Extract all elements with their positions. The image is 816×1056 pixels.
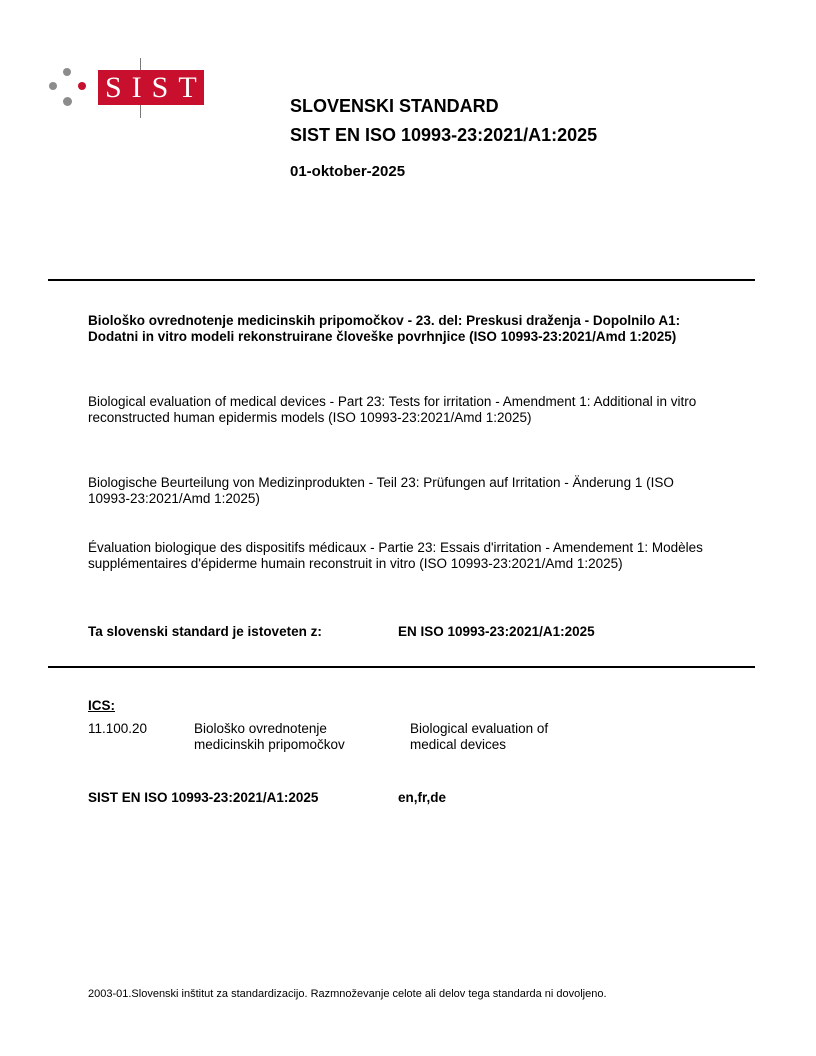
standard-number-bottom: SIST EN ISO 10993-23:2021/A1:2025 (88, 790, 319, 805)
title-english: Biological evaluation of medical devices - Part 23: Tests for irritation - Amendment 1: Additional in vitro reconstructed human epidermis models (ISO 10993-23:2021/Amd 1:2025) (88, 394, 697, 425)
identical-value: EN ISO 10993-23:2021/A1:2025 (398, 624, 595, 639)
logo-text: SIST (98, 70, 204, 105)
top-divider (48, 279, 755, 281)
ics-label: ICS: (88, 698, 115, 713)
title-german: Biologische Beurteilung von Medizinprodukten - Teil 23: Prüfungen auf Irritation - Änderung 1 (ISO 10993-23:2021/Amd 1:2025) (88, 475, 674, 506)
logo-dot-left-icon (49, 82, 57, 90)
standard-type: SLOVENSKI STANDARD (290, 96, 499, 116)
ics-code: 11.100.20 (88, 721, 148, 736)
publication-date: 01-oktober-2025 (290, 163, 406, 180)
logo-dot-right-icon (78, 82, 86, 90)
standard-number: SIST EN ISO 10993-23:2021/A1:2025 (290, 125, 598, 145)
bottom-divider (48, 666, 755, 668)
ics-description-slovenian: Biološko ovrednotenje medicinskih pripomočkov (194, 721, 345, 752)
logo-dot-top-icon (63, 68, 71, 76)
standard-languages: en,fr,de (398, 790, 447, 805)
logo-dot-bottom-icon (63, 97, 72, 106)
identical-label: Ta slovenski standard je istoveten z: (88, 624, 322, 639)
copyright-footer: 2003-01.Slovenski inštitut za standardizacijo. Razmnoževanje celote ali delov tega standarda ni dovoljeno. (88, 988, 607, 1000)
title-french: Évaluation biologique des dispositifs médicaux - Partie 23: Essais d'irritation - Amendement 1: Modèles supplémentaires d'épiderme humain reconstruit in vitro (ISO 10993-23:2021/Amd 1:2025) (88, 540, 703, 571)
title-slovenian: Biološko ovrednotenje medicinskih pripomočkov - 23. del: Preskusi draženja - Dopolnilo A1: Dodatni in vitro modeli rekonstruirane človeške povrhnjice (ISO 10993-23:2021/Amd 1:2025) (88, 313, 681, 344)
ics-description-english: Biological evaluation of medical devices (410, 721, 549, 752)
